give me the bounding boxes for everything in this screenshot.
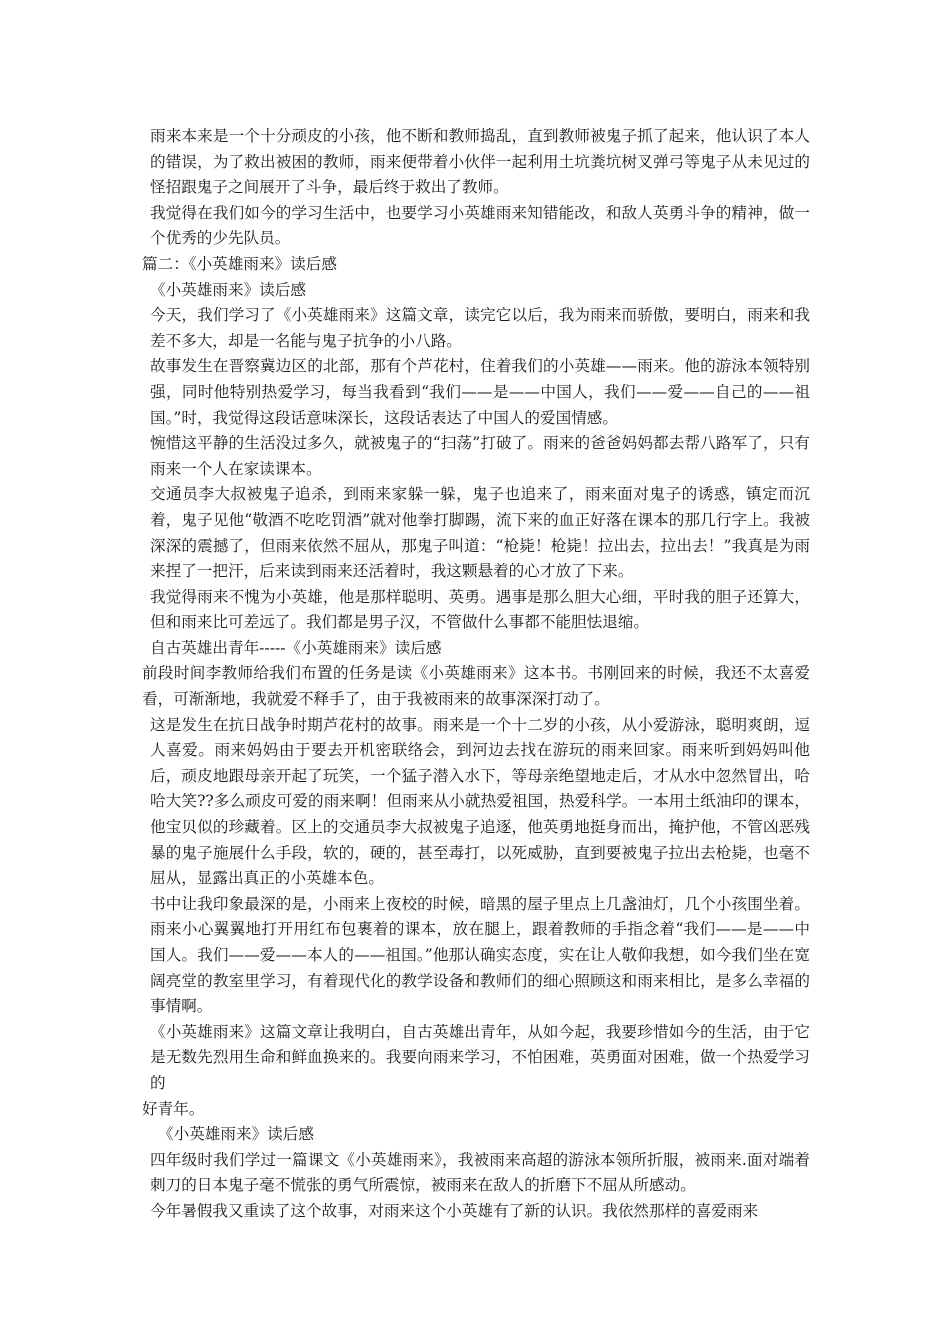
paragraph-7: 惋惜这平静的生活没过多久，就被鬼子的“扫荡”打破了。雨来的爸爸妈妈都去帮八路军了，只有雨来一个人在家读课本。 [150,434,810,478]
paragraph-9: 我觉得雨来不愧为小英雄，他是那样聪明、英勇。遇事是那么胆大心细，平时我的胆子还算大，但和雨来比可差远了。我们都是男子汉，不管做什么事都不能胆怯退缩。 [150,587,810,632]
paragraph-1: 雨来本来是一个十分顽皮的小孩，他不断和教师捣乱，直到教师被鬼子抓了起来，他认识了本人的错误，为了救出被困的教师，雨来便带着小伙伴一起利用土坑粪坑树叉弹弓等鬼子从未见过的怪招跟鬼子之间展开了斗争，最后终于救出了教师。 [150,127,810,197]
paragraph-15: 好青年。 [142,1099,205,1118]
paragraph-2: 我觉得在我们如今的学习生活中，也要学习小英雄雨来知错能改，和敌人英勇斗争的精神，做一个优秀的少先队员。 [150,203,810,248]
paragraph-5: 今天，我们学习了《小英雄雨来》这篇文章，读完它以后，我为雨来而骄傲，要明白，雨来和我差不多大，却是一名能与鬼子抗争的小八路。 [150,306,810,350]
paragraph-8: 交通员李大叔被鬼子追杀，到雨来家躲一躲，鬼子也追来了，雨来面对鬼子的诱惑，镇定而沉着，鬼子见他“敬酒不吃吃罚酒”就对他拳打脚踢，流下来的血正好落在课本的那几行字上。我被深深的震撼了，但雨来依然不屈从，那鬼子叫道：“枪毙！枪毙！拉出去，拉出去！”我真是为雨来捏了一把汗，后来读到雨来还活着时，我这颗悬着的心才放了下来。 [150,485,810,581]
document-body [142,124,810,1225]
article-title: 《小英雄雨来》读后感 [150,280,306,299]
section-heading-2: 篇二：《小英雄雨来》读后感 [142,254,337,273]
paragraph-13: 书中让我印象最深的是，小雨来上夜校的时候，暗黑的屋子里点上几盏油灯，几个小孩围坐着。雨来小心翼翼地打开用红布包裹着的课本，放在腿上，跟着教师的手指念着“我们——是——中国人。我们——爱——本人的——祖国。”他那认确实态度，实在让人敬仰我想，如今我们坐在宽阔亮堂的教室里学习，有着现代化的教学设备和教师们的细心照顾这和雨来相比，是多么幸福的事情啊。 [150,894,810,1016]
paragraph-14: 《小英雄雨来》这篇文章让我明白，自古英雄出青年，从如今起，我要珍惜如今的生活，由于它是无数先烈用生命和鲜血换来的。我要向雨来学习，不怕困难，英勇面对困难，做一个热爱学习的 [150,1022,810,1092]
article-title: 自古英雄出青年-----《小英雄雨来》读后感 [150,638,442,657]
paragraph-6: 故事发生在晋察冀边区的北部，那有个芦花村，住着我们的小英雄——雨来。他的游泳本领特别强，同时他特别热爱学习，每当我看到“我们——是——中国人，我们——爱——自己的——祖国。”时，我觉得这段话意味深长，这段话表达了中国人的爱国情感。 [150,357,810,427]
paragraph-17: 四年级时我们学过一篇课文《小英雄雨来》，我被雨来高超的游泳本领所折服，被雨来.面对端着刺刀的日本鬼子毫不慌张的勇气所震惊，被雨来在敌人的折磨下不屈从所感动。 [150,1150,810,1195]
paragraph-11: 前段时间李教师给我们布置的任务是读《小英雄雨来》这本书。书刚回来的时候，我还不太喜爱看，可渐渐地，我就爱不释手了，由于我被雨来的故事深深打动了。 [142,664,810,709]
article-title: 《小英雄雨来》读后感 [158,1125,314,1144]
paragraph-18: 今年暑假我又重读了这个故事，对雨来这个小英雄有了新的认识。我依然那样的喜爱雨来 [150,1201,759,1220]
paragraph-12: 这是发生在抗日战争时期芦花村的故事。雨来是一个十二岁的小孩，从小爱游泳，聪明爽朗，逗人喜爱。雨来妈妈由于要去开机密联络会，到河边去找在游玩的雨来回家。雨来听到妈妈叫他后，顽皮地跟母亲开起了玩笑，一个猛子潜入水下，等母亲绝望地走后，才从水中忽然冒出，哈哈大笑??多么顽皮可爱的雨来啊！但雨来从小就热爱祖国，热爱科学。一本用土纸油印的课本，他宝贝似的珍藏着。区上的交通员李大叔被鬼子追逐，他英勇地挺身而出，掩护他，不管凶恶残暴的鬼子施展什么手段，软的，硬的，甚至毒打，以死威胁，直到要被鬼子拉出去枪毙，也毫不屈从，显露出真正的小英雄本色。 [150,715,810,888]
